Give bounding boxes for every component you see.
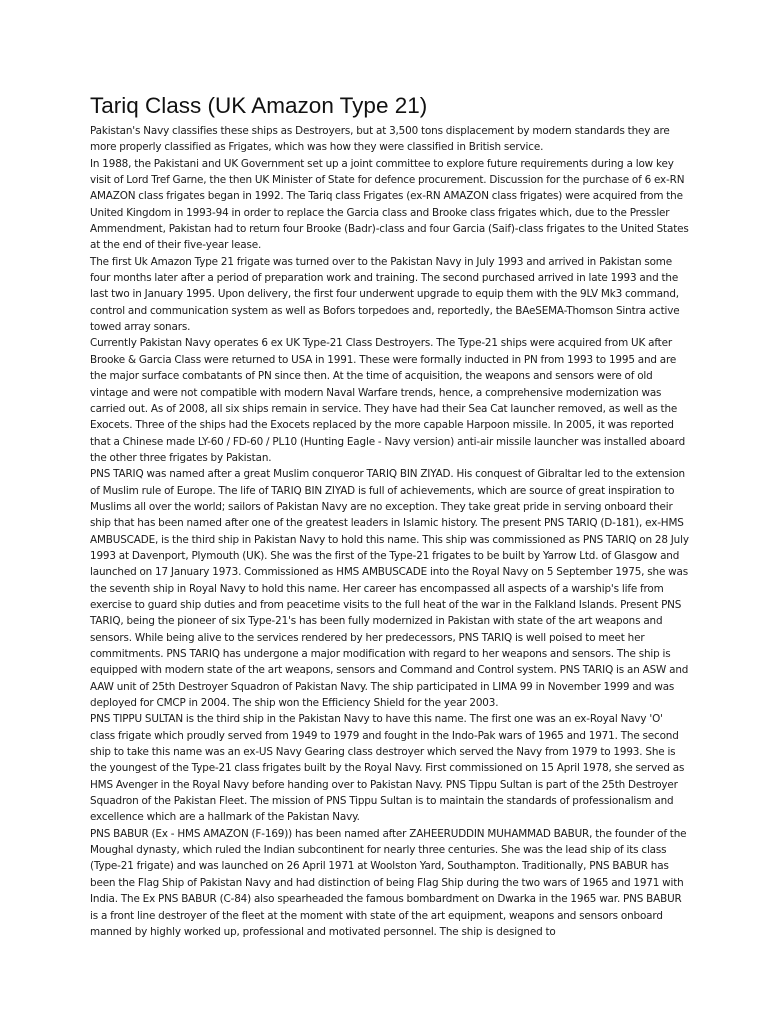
paragraph-pns-tariq: PNS TARIQ was named after a great Muslim conqueror TARIQ BIN ZIYAD. His conquest of Gibraltar led to the extension of Muslim rule of Europe. The life of TARIQ BIN ZIYAD is full of achievements, which are source of great inspiration to Muslims all over the world; sailors of Pakistan Navy are no exception. They take great pride in serving onboard their ship that has been named after one of the greatest leaders in Islamic history. The present PNS TARIQ (D-181), ex-HMS AMBUSCADE, is the third ship in Pakistan Navy to hold this name. This ship was commissioned as PNS TARIQ on 28 July 1993 at Davenport, Plymouth (UK). She was the first of the Type-21 frigates to be built by Yarrow Ltd. of Glasgow and launched on 17 January 1973. Commissioned as HMS AMBUSCADE into the Royal Navy on 5 September 1975, she was the seventh ship in Royal Navy to hold this name. Her career has encompassed all aspects of a warship's life from exercise to guard ship duties and from peacetime visits to the full heat of the war in the Falkland Islands. Present PNS TARIQ, being the pioneer of six Type-21's has been fully modernized in Pakistan with state of the art weapons and sensors. While being alive to the services rendered by her predecessors, PNS TARIQ is well poised to meet her commitments. PNS TARIQ has undergone a major modification with regard to her weapons and sensors. The ship is equipped with modern state of the art weapons, sensors and Command and Control system. PNS TARIQ is an ASW and AAW unit of 25th Destroyer Squadron of Pakistan Navy. The ship participated in LIMA 99 in November 1999 and was deployed for CMCP in 2004. The ship won the Efficiency Shield for the year 2003. bbox=[90, 468, 689, 710]
paragraph-pns-tippu-sultan: PNS TIPPU SULTAN is the third ship in the Pakistan Navy to have this name. The first one was an ex-Royal Navy 'O' class frigate which proudly served from 1949 to 1979 and fought in the Indo-Pak wars of 1965 and 1971. The second ship to take this name was an ex-US Navy Gearing class destroyer which served the Navy from 1979 to 1993. She is the youngest of the Type-21 class frigates built by the Royal Navy. First commissioned on 15 April 1978, she served as HMS Avenger in the Royal Navy before handing over to Pakistan Navy. PNS Tippu Sultan is part of the 25th Destroyer Squadron of the Pakistan Fleet. The mission of PNS Tippu Sultan is to maintain the standards of professionalism and excellence which are a hallmark of the Pakistan Navy. bbox=[90, 713, 685, 824]
paragraph-current-fleet: Currently Pakistan Navy operates 6 ex UK Type-21 Class Destroyers. The Type-21 ships were acquired from UK after Brooke & Garcia Class were returned to USA in 1991. These were formally inducted in PN from 1993 to 1995 and are the major surface combatants of PN since then. At the time of acquisition, the weapons and sensors were of old vintage and were not compatible with modern Naval Warfare trends, hence, a comprehensive modernization was carried out. As of 2008, all six ships remain in service. They have had their Sea Cat launcher removed, as well as the Exocets. Three of the ships had the Exocets replaced by the more capable Harpoon missile. In 2005, it was reported that a Chinese made LY-60 / FD-60 / PL10 (Hunting Eagle - Navy version) anti-air missile launcher was installed aboard the other three frigates by Pakistan. bbox=[90, 337, 686, 464]
document-page bbox=[90, 92, 690, 940]
paragraph-delivery: The first Uk Amazon Type 21 frigate was turned over to the Pakistan Navy in July 1993 and arrived in Pakistan some four months later after a period of preparation work and training. The second purchased arrived in late 1993 and the last two in January 1995. Upon delivery, the first four underwent upgrade to equip them with the 9LV Mk3 command, control and communication system as well as Bofors torpedoes and, reportedly, the BAeSEMA-Thomson Sintra active towed array sonars. bbox=[90, 255, 680, 334]
paragraph-intro: Pakistan's Navy classifies these ships as Destroyers, but at 3,500 tons displacement by modern standards they are more properly classified as Frigates, which was how they were classified in British service. bbox=[90, 125, 670, 154]
paragraph-pns-babur: PNS BABUR (Ex - HMS AMAZON (F-169)) has been named after ZAHEERUDDIN MUHAMMAD BABUR, the founder of the Moughal dynasty, which ruled the Indian subcontinent for nearly three centuries. She was the lead ship of its class (Type-21 frigate) and was launched on 26 April 1971 at Woolston Yard, Southampton. Traditionally, PNS BABUR has been the Flag Ship of Pakistan Navy and had distinction of being Flag Ship during the two wars of 1965 and 1971 with India. The Ex PNS BABUR (C-84) also spearheaded the famous bombardment on Dwarka in the 1965 war. PNS BABUR is a front line destroyer of the fleet at the moment with state of the art equipment, weapons and sensors onboard manned by highly worked up, professional and motivated personnel. The ship is designed to bbox=[90, 827, 687, 938]
paragraph-history: In 1988, the Pakistani and UK Government set up a joint committee to explore future requirements during a low key visit of Lord Tref Garne, the then UK Minister of State for defence procurement. Discussion for the purchase of 6 ex-RN AMAZON class frigates began in 1992. The Tariq class Frigates (ex-RN AMAZON class frigates) were acquired from the United Kingdom in 1993-94 in order to replace the Garcia class and Brooke class frigates which, due to the Pressler Ammendment, Pakistan had to return four Brooke (Badr)-class and four Garcia (Saif)-class frigates to the United States at the end of their five-year lease. bbox=[90, 157, 689, 252]
document-title: Tariq Class (UK Amazon Type 21) bbox=[90, 93, 428, 118]
